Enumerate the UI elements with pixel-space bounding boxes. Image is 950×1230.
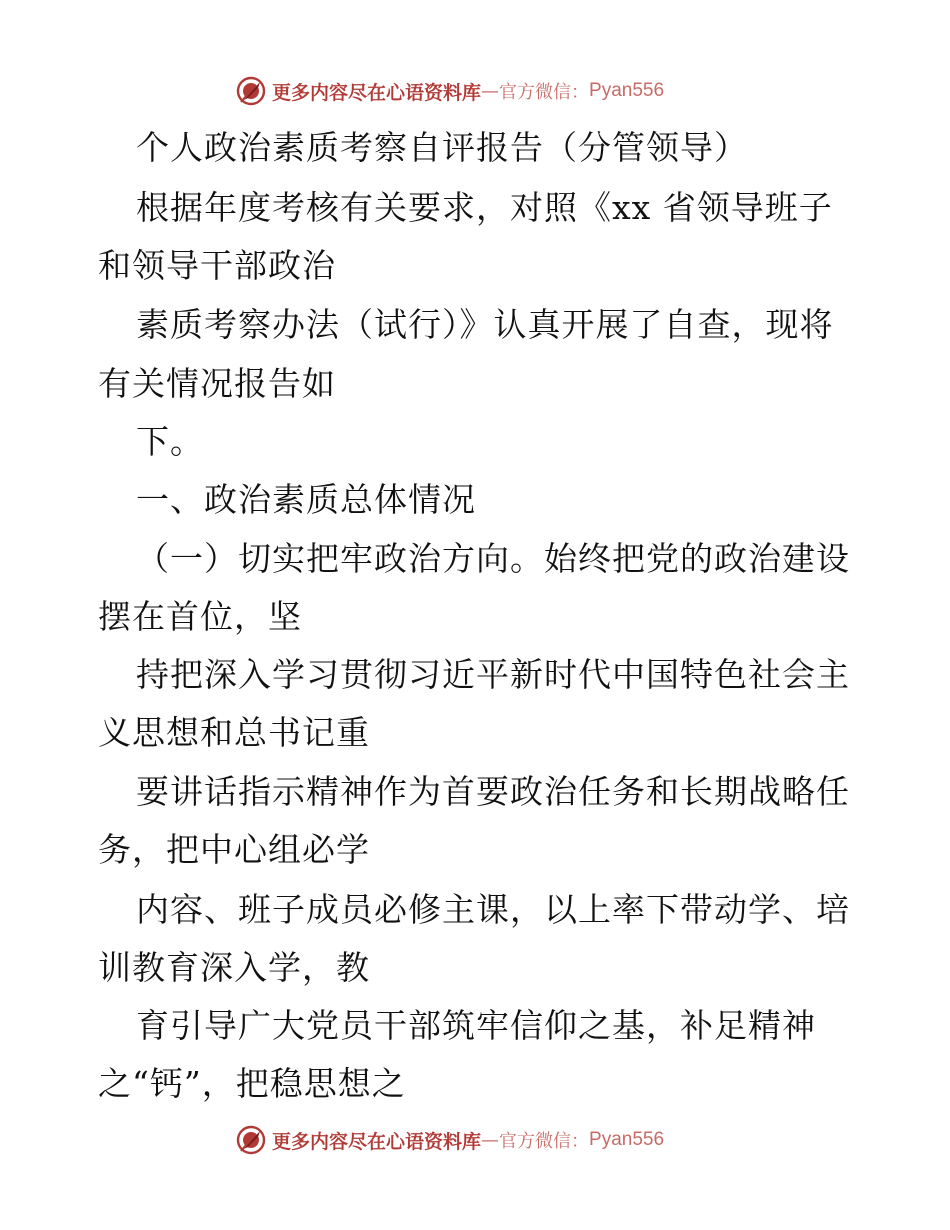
body-line: 和领导干部政治: [98, 246, 336, 285]
banner-account: Pyan556: [589, 1129, 665, 1150]
body-line: 摆在首位，坚: [98, 597, 302, 636]
banner-separator: —: [481, 80, 500, 102]
body-line: 持把深入学习贯彻习近平新时代中国特色社会主: [136, 655, 850, 694]
document-title: 个人政治素质考察自评报告（分管领导）: [136, 128, 748, 167]
banner-brand-text: 更多内容尽在心语资料库: [272, 1130, 482, 1153]
quill-pen-logo-icon: [236, 1125, 266, 1155]
body-line: 之“钙”，把稳思想之: [98, 1064, 406, 1103]
banner-wechat-label: 官方微信：: [499, 1131, 590, 1152]
body-line: 有关情况报告如: [98, 364, 336, 403]
quill-pen-logo-icon: [236, 76, 266, 106]
body-line: 育引导广大党员干部筑牢信仰之基，补足精神: [136, 1006, 816, 1045]
banner-separator: —: [481, 1129, 500, 1151]
banner-wechat-label: 官方微信：: [499, 82, 590, 103]
body-line: 素质考察办法（试行）》认真开展了自查，现将: [136, 305, 834, 344]
body-line: 义思想和总书记重: [98, 713, 370, 752]
body-line: 根据年度考核有关要求，对照《xx 省领导班子: [136, 188, 833, 227]
banner-account: Pyan556: [589, 80, 665, 101]
banner-brand-text: 更多内容尽在心语资料库: [272, 81, 482, 104]
body-line: 训教育深入学，教: [98, 948, 370, 987]
body-line: （一）切实把牢政治方向。始终把党的政治建设: [136, 539, 850, 578]
body-line: 下。: [136, 422, 204, 461]
header-banner: [236, 73, 664, 109]
body-line: 要讲话指示精神作为首要政治任务和长期战略任: [136, 772, 850, 811]
footer-banner: [236, 1122, 664, 1158]
section-heading: 一、政治素质总体情况: [136, 480, 476, 519]
body-line: 务，把中心组必学: [98, 830, 370, 869]
body-line: 内容、班子成员必修主课，以上率下带动学、培: [136, 890, 850, 929]
